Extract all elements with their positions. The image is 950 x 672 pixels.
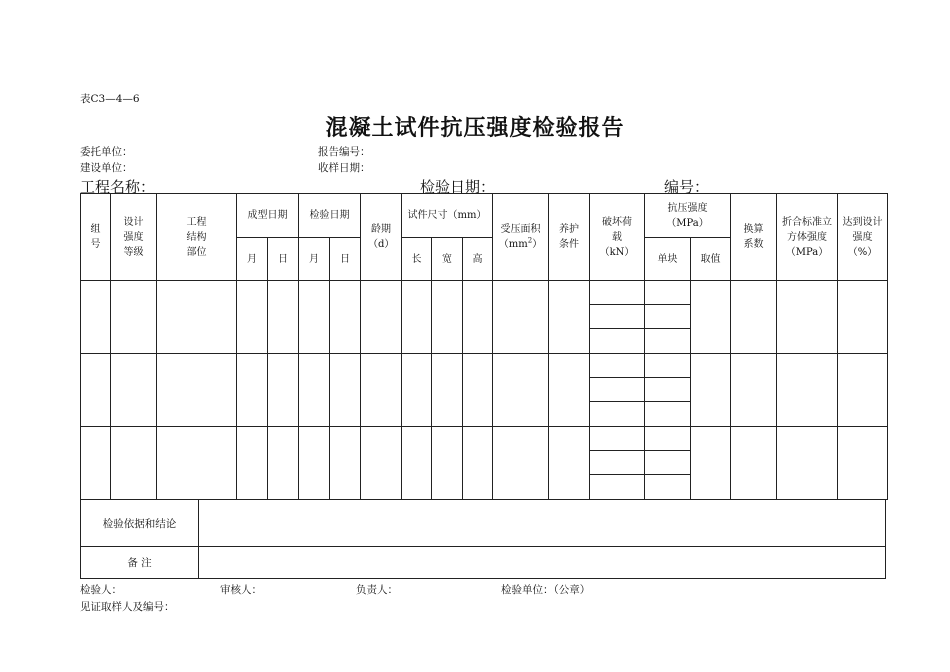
cell-grade[interactable]: [111, 354, 157, 427]
cell-load[interactable]: [590, 475, 645, 500]
cell-single[interactable]: [645, 281, 691, 305]
inspector-label: 检验人：: [80, 584, 122, 596]
cell-load[interactable]: [590, 281, 645, 305]
header-cube: 折合标准立方体强度（MPa）: [777, 194, 838, 281]
cell-cast-month[interactable]: [237, 427, 268, 500]
cell-factor[interactable]: [731, 354, 777, 427]
header-age: 龄期（d）: [361, 194, 402, 281]
cell-test-month[interactable]: [299, 427, 330, 500]
cell-length[interactable]: [402, 354, 432, 427]
header-test-date: 检验日期: [299, 194, 361, 238]
cell-cast-month[interactable]: [237, 281, 268, 354]
cell-load[interactable]: [590, 402, 645, 427]
header-part: 工程结构部位: [157, 194, 237, 281]
header-value: 取值: [691, 238, 731, 281]
header-group: 组号: [81, 194, 111, 281]
cell-height[interactable]: [463, 281, 493, 354]
cell-load[interactable]: [590, 354, 645, 378]
test-date-label: 检验日期：: [420, 178, 496, 196]
cell-curing[interactable]: [549, 354, 590, 427]
header-day-1: 日: [268, 238, 299, 281]
basis-label: 检验依据和结论: [81, 500, 199, 547]
table-row: [81, 427, 888, 451]
remark-field[interactable]: [199, 547, 886, 579]
header-width: 宽: [432, 238, 463, 281]
header-month-1: 月: [237, 238, 268, 281]
cell-load[interactable]: [590, 451, 645, 475]
header-month-2: 月: [299, 238, 330, 281]
cell-area[interactable]: [493, 427, 549, 500]
table-row: [81, 281, 888, 305]
cell-grade[interactable]: [111, 427, 157, 500]
header-load: 破坏荷载（kN）: [590, 194, 645, 281]
cell-reach[interactable]: [838, 281, 888, 354]
cell-value[interactable]: [691, 427, 731, 500]
principal-label: 负责人：: [356, 584, 398, 596]
cell-age[interactable]: [361, 354, 402, 427]
header-day-2: 日: [330, 238, 361, 281]
cell-load[interactable]: [590, 427, 645, 451]
cell-length[interactable]: [402, 427, 432, 500]
cell-factor[interactable]: [731, 427, 777, 500]
cell-part[interactable]: [157, 354, 237, 427]
header-single: 单块: [645, 238, 691, 281]
header-length: 长: [402, 238, 432, 281]
cell-group[interactable]: [81, 281, 111, 354]
form-code: 表C3—4—6: [80, 93, 140, 105]
report-number-label: 报告编号：: [318, 146, 371, 158]
cell-cast-day[interactable]: [268, 427, 299, 500]
cell-single[interactable]: [645, 451, 691, 475]
cell-test-month[interactable]: [299, 281, 330, 354]
cell-single[interactable]: [645, 305, 691, 329]
header-reach: 达到设计强度（%）: [838, 194, 888, 281]
cell-test-month[interactable]: [299, 354, 330, 427]
cell-reach[interactable]: [838, 354, 888, 427]
cell-part[interactable]: [157, 427, 237, 500]
cell-factor[interactable]: [731, 281, 777, 354]
header-height: 高: [463, 238, 493, 281]
header-grade: 设计强度等级: [111, 194, 157, 281]
builder-label: 建设单位：: [80, 162, 133, 174]
page-title: 混凝土试件抗压强度检验报告: [325, 115, 625, 141]
cell-group[interactable]: [81, 354, 111, 427]
cell-height[interactable]: [463, 427, 493, 500]
cell-reach[interactable]: [838, 427, 888, 500]
cell-load[interactable]: [590, 329, 645, 354]
testing-unit-label: 检验单位：（公章）: [501, 584, 591, 596]
cell-cube[interactable]: [777, 427, 838, 500]
cell-cast-month[interactable]: [237, 354, 268, 427]
header-curing: 养护条件: [549, 194, 590, 281]
client-label: 委托单位：: [80, 146, 133, 158]
cell-cast-day[interactable]: [268, 281, 299, 354]
cell-curing[interactable]: [549, 281, 590, 354]
cell-grade[interactable]: [111, 281, 157, 354]
cell-height[interactable]: [463, 354, 493, 427]
cell-age[interactable]: [361, 427, 402, 500]
basis-field[interactable]: [199, 500, 886, 547]
cell-age[interactable]: [361, 281, 402, 354]
cell-value[interactable]: [691, 281, 731, 354]
cell-value[interactable]: [691, 354, 731, 427]
cell-width[interactable]: [432, 427, 463, 500]
cell-single[interactable]: [645, 427, 691, 451]
cell-part[interactable]: [157, 281, 237, 354]
cell-cast-day[interactable]: [268, 354, 299, 427]
cell-load[interactable]: [590, 378, 645, 402]
reviewer-label: 审核人：: [220, 584, 262, 596]
cell-single[interactable]: [645, 402, 691, 427]
table-row: [81, 354, 888, 378]
cell-width[interactable]: [432, 354, 463, 427]
remark-label: 备 注: [81, 547, 199, 579]
cell-single[interactable]: [645, 378, 691, 402]
header-cast-date: 成型日期: [237, 194, 299, 238]
header-factor: 换算系数: [731, 194, 777, 281]
cell-test-day[interactable]: [330, 354, 361, 427]
report-table: [80, 193, 888, 500]
number-label: 编号：: [664, 178, 710, 196]
cell-curing[interactable]: [549, 427, 590, 500]
cell-test-day[interactable]: [330, 281, 361, 354]
conclusion-table: [80, 499, 886, 579]
cell-single[interactable]: [645, 329, 691, 354]
header-area: 受压面积 $(mm^2)$: [493, 194, 549, 281]
cell-area[interactable]: [493, 354, 549, 427]
cell-cube[interactable]: [777, 281, 838, 354]
cell-single[interactable]: [645, 475, 691, 500]
cell-group[interactable]: [81, 427, 111, 500]
cell-single[interactable]: [645, 354, 691, 378]
cell-cube[interactable]: [777, 354, 838, 427]
cell-test-day[interactable]: [330, 427, 361, 500]
cell-width[interactable]: [432, 281, 463, 354]
header-strength: 抗压强度（MPa）: [645, 194, 731, 238]
cell-load[interactable]: [590, 305, 645, 329]
witness-label: 见证取样人及编号：: [80, 601, 175, 613]
cell-area[interactable]: [493, 281, 549, 354]
receive-date-label: 收样日期：: [318, 162, 371, 174]
cell-length[interactable]: [402, 281, 432, 354]
project-name-label: 工程名称：: [80, 178, 156, 196]
header-size: 试件尺寸（mm）: [402, 194, 493, 238]
